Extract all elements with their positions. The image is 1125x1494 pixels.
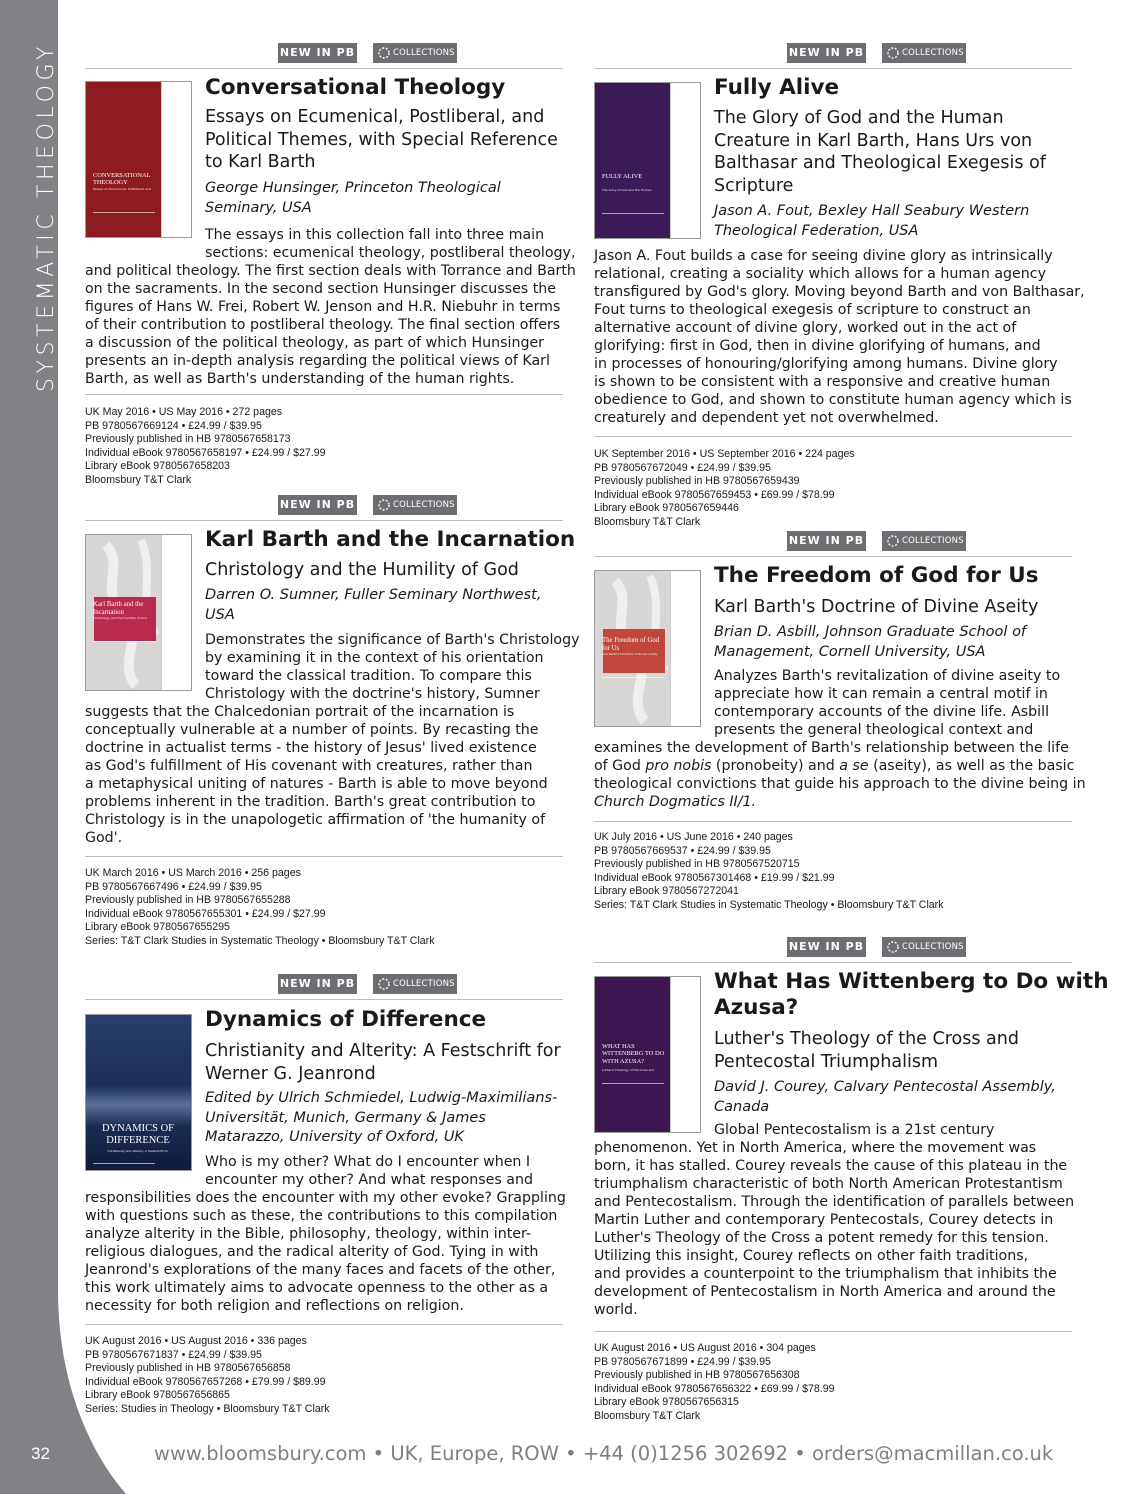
divider-bottom (594, 1331, 1072, 1332)
description-line: phenomenon. Yet in North America, where the movement was (594, 1140, 1037, 1156)
description-line: figures of Hans W. Frei, Robert W. Jenson and H.R. Niebuhr in terms (85, 299, 561, 315)
book-entry-dynamics-of-difference (85, 974, 566, 1424)
book-title-line: Karl Barth and the Incarnation (205, 527, 576, 552)
detail-line: Previously published in HB 9780567656858 (85, 1362, 291, 1375)
new-in-pb-badge: NEW IN PB (787, 531, 866, 551)
detail-line: Library eBook 9780567658203 (85, 460, 230, 473)
detail-line: Previously published in HB 9780567659439 (594, 475, 800, 488)
detail-line: PB 9780567667496 • £24.99 / $39.95 (85, 880, 262, 893)
description-line: and political theology. The first section deals with Torrance and Barth (85, 263, 576, 279)
divider-top (594, 556, 1072, 557)
description-line: creaturely and dependent yet not overwhelmed. (594, 410, 939, 426)
collections-badge[interactable] (373, 974, 457, 994)
book-description (85, 226, 576, 388)
book-subtitle-line: Scripture (714, 175, 794, 196)
description-line: Luther's Theology of the Cross a potent remedy for this tension. (594, 1230, 1049, 1246)
collections-icon (886, 534, 900, 548)
description-line: Christology is in the unapologetic affirmation of 'the humanity of (85, 812, 546, 828)
description-line: suggests that the Chalcedonian portrait of the incarnation is (85, 704, 515, 720)
description-line: on the sacraments. In the second section Hunsinger discusses the (85, 281, 556, 297)
book-subtitle-line: Werner G. Jeanrond (205, 1063, 376, 1084)
divider-top (85, 520, 563, 521)
cover-title: The Freedom of God for Us (602, 637, 660, 652)
description-line: development of Pentecostalism in North America and around the (594, 1284, 1056, 1300)
book-subtitle (714, 107, 1046, 197)
book-description (594, 247, 1085, 427)
book-cover (85, 1014, 192, 1171)
book-title-line: Fully Alive (714, 75, 840, 100)
book-description (594, 1121, 1074, 1319)
detail-line: PB 9780567672049 • £24.99 / $39.95 (594, 461, 771, 474)
detail-line: Library eBook 9780567656315 (594, 1396, 739, 1409)
detail-line: UK May 2016 • US May 2016 • 272 pages (85, 406, 283, 418)
description-line: Utilizing this insight, Courey reflects on other faith traditions, (594, 1248, 1029, 1264)
book-cover (85, 81, 192, 238)
description-line: sections: ecumenical theology, postliberal theology, (205, 245, 576, 261)
description-line: by examining it in the context of his orientation (205, 650, 544, 666)
book-description (85, 631, 579, 847)
description-line: transfigured by God's glory. Moving beyond Barth and von Balthasar, (594, 284, 1085, 300)
collections-badge[interactable] (882, 937, 966, 957)
book-title-line: The Freedom of God for Us (714, 563, 1039, 588)
book-subtitle-line: The Glory of God and the Human (714, 108, 1004, 128)
book-subtitle (714, 1028, 1019, 1073)
book-author-line: Management, Cornell University, USA (714, 643, 986, 660)
description-line: alternative account of divine glory, worked out in the act of (594, 320, 1017, 336)
divider-bottom (85, 856, 563, 857)
detail-line: UK August 2016 • US August 2016 • 336 pages (85, 1335, 307, 1347)
description-line: Barth, as well as Barth's understanding of the human rights. (85, 371, 515, 387)
cover-title: CONVERSATIONAL THEOLOGY (93, 172, 151, 187)
detail-line: UK August 2016 • US August 2016 • 304 pages (594, 1342, 816, 1354)
book-details (85, 1335, 330, 1417)
collections-icon (377, 498, 391, 512)
book-title (714, 75, 1074, 101)
description-line: problems inherent in the tradition. Barth's great contribution to (85, 794, 536, 810)
book-entry-wittenberg-azusa (594, 937, 1109, 1427)
new-in-pb-badge: NEW IN PB (787, 937, 866, 957)
collections-label: COLLECTIONS (393, 48, 455, 58)
book-description (594, 667, 1086, 811)
description-line: and Pentecostalism. Through the identification of parallels between (594, 1194, 1075, 1210)
divider-bottom (85, 1324, 563, 1325)
cover-subtitle: Christology and the Humility of God (93, 616, 147, 620)
detail-line: Individual eBook 9780567656322 • £69.99 / $78.99 (594, 1382, 835, 1395)
book-author-line: USA (205, 606, 235, 623)
collections-badge[interactable] (882, 43, 966, 63)
collections-badge[interactable] (882, 531, 966, 551)
description-line: analyze alterity in the Bible, philosophy, theology, within inter- (85, 1226, 532, 1242)
detail-line: Individual eBook 9780567658197 • £24.99 / $27.99 (85, 446, 326, 459)
book-author-line: Theological Federation, USA (714, 222, 919, 239)
divider-top (594, 68, 1072, 69)
detail-line: Bloomsbury T&T Clark (594, 515, 701, 528)
book-subtitle (205, 106, 558, 174)
book-details (594, 448, 855, 530)
description-line: with questions such as these, the contributions to this compilation (85, 1208, 558, 1224)
description-line: God'. (85, 830, 123, 846)
description-line: The essays in this collection fall into three main (205, 227, 545, 243)
book-title (714, 969, 1109, 1021)
description-line: presents an in-depth analysis regarding the political views of Karl (85, 353, 550, 369)
book-author-line: David J. Courey, Calvary Pentecostal Assembly, (714, 1079, 1056, 1095)
description-line: Martin Luther and contemporary Pentecostals, Courey detects in (594, 1212, 1054, 1228)
detail-line: Library eBook 9780567656865 (85, 1389, 230, 1402)
detail-line: Library eBook 9780567272041 (594, 885, 739, 898)
book-title-line: What Has Wittenberg to Do with (714, 969, 1109, 994)
cover-subtitle: The Glory of God and the Human (602, 188, 652, 192)
cover-spine (670, 83, 700, 238)
cover-title: WHAT HAS WITTENBERG TO DO WITH AZUSA? (602, 1043, 665, 1065)
detail-line: PB 9780567671837 • £24.99 / $39.95 (85, 1348, 262, 1361)
description-line: this work ultimately aims to advocate openness to the other as a (85, 1280, 549, 1296)
detail-line: Individual eBook 9780567657268 • £79.99 / $89.99 (85, 1375, 326, 1388)
detail-line: Library eBook 9780567655295 (85, 921, 230, 934)
collections-label: COLLECTIONS (393, 979, 455, 989)
description-line: in processes of honouring/glorifying among humans. Divine glory (594, 356, 1058, 372)
book-entry-fully-alive (594, 43, 1085, 533)
cover-subtitle: Essays on Ecumenical, Postliberal, and (93, 187, 152, 191)
description-line: world. (594, 1302, 638, 1318)
detail-line: Library eBook 9780567659446 (594, 502, 739, 515)
detail-line: Series: Studies in Theology • Bloomsbury T&T Clark (85, 1402, 330, 1415)
description-line: encounter my other? And what responses and (205, 1172, 533, 1188)
divider-bottom (594, 821, 1072, 822)
book-title-line: Azusa? (714, 995, 799, 1020)
description-line: examines the development of Barth's relationship between the life (594, 740, 1069, 756)
book-entry-conversational-theology (85, 43, 576, 493)
book-author (205, 586, 541, 625)
detail-line: UK March 2016 • US March 2016 • 256 pages (85, 867, 301, 879)
description-line: Jason A. Fout builds a case for seeing divine glory as intrinsically (594, 248, 1053, 264)
book-subtitle (714, 596, 1038, 619)
cover-title: FULLY ALIVE (602, 173, 643, 180)
new-in-pb-badge: NEW IN PB (787, 43, 866, 63)
detail-line: Bloomsbury T&T Clark (85, 473, 192, 486)
description-line: conceptually vulnerable at a number of points. By recasting the (85, 722, 539, 738)
detail-line: PB 9780567669124 • £24.99 / $39.95 (85, 419, 262, 432)
description-line: obedience to God, and shown to constitute human agency which is (594, 392, 1072, 408)
book-author-line: Jason A. Fout, Bexley Hall Seabury Western (714, 203, 1030, 219)
new-in-pb-badge: NEW IN PB (278, 495, 357, 515)
book-subtitle-line: Essays on Ecumenical, Postliberal, and (205, 107, 545, 127)
divider-bottom (85, 394, 563, 395)
collections-label: COLLECTIONS (902, 942, 964, 952)
book-author-line: George Hunsinger, Princeton Theological (205, 180, 501, 196)
cover-title: DYNAMICS OF DIFFERENCE (101, 1123, 175, 1147)
book-subtitle-line: Balthasar and Theological Exegesis of (714, 153, 1046, 173)
collections-icon (886, 940, 900, 954)
cover-rule (602, 1083, 664, 1084)
book-author (714, 202, 1029, 241)
book-subtitle-line: to Karl Barth (205, 152, 316, 172)
book-title (205, 1007, 565, 1033)
book-subtitle-line: Christianity and Alterity: A Festschrift for (205, 1041, 561, 1061)
book-cover (594, 976, 701, 1133)
detail-line: PB 9780567669537 • £24.99 / $39.95 (594, 844, 771, 857)
description-line: necessity for both religion and reflections on religion. (85, 1298, 464, 1314)
description-line: religious dialogues, and the radical alterity of God. Tying in with (85, 1244, 539, 1260)
detail-line: Bloomsbury T&T Clark (594, 1409, 701, 1422)
description-line: toward the classical tradition. To compare this (205, 668, 532, 684)
collections-label: COLLECTIONS (902, 536, 964, 546)
cover-subtitle: Luther's Theology of the Cross and (602, 1068, 655, 1072)
book-details (85, 406, 326, 488)
detail-line: Previously published in HB 9780567520715 (594, 858, 800, 871)
description-line: Church Dogmatics II/1. (594, 794, 757, 810)
description-line: appreciate how it can remain a central motif in (714, 686, 1048, 702)
detail-line: Series: T&T Clark Studies in Systematic Theology • Bloomsbury T&T Clark (85, 934, 435, 947)
detail-line: Individual eBook 9780567301468 • £19.99 / $21.99 (594, 871, 835, 884)
detail-line: Previously published in HB 9780567656308 (594, 1369, 800, 1382)
collections-icon (377, 977, 391, 991)
divider-top (85, 999, 563, 1000)
detail-line: Individual eBook 9780567659453 • £69.99 / $78.99 (594, 488, 835, 501)
description-line: born, it has stalled. Courey reveals the cause of this plateau in the (594, 1158, 1068, 1174)
book-title (205, 527, 576, 553)
description-line: as God's fulfillment of His covenant with creatures, rather than (85, 758, 533, 774)
book-subtitle-line: Luther's Theology of the Cross and (714, 1029, 1019, 1049)
cover-subtitle: Karl Barth's Doctrine of Divine Aseity (602, 652, 658, 656)
detail-line: UK September 2016 • US September 2016 • 224 pages (594, 448, 855, 460)
description-line: Fout turns to theological exegesis of scripture to construct an (594, 302, 1031, 318)
book-author (205, 179, 501, 218)
book-author-line: Matarazzo, University of Oxford, UK (205, 1129, 464, 1145)
book-subtitle-line: Political Themes, with Special Reference (205, 129, 558, 150)
book-author-line: Edited by Ulrich Schmiedel, Ludwig-Maximilians- (205, 1090, 558, 1106)
book-subtitle (205, 1040, 561, 1085)
description-line: contemporary accounts of the divine life. Asbill (714, 704, 1050, 720)
divider-top (594, 962, 1072, 963)
book-title-line: Conversational Theology (205, 75, 506, 100)
cover-title: Karl Barth and the Incarnation (93, 601, 144, 616)
description-line: responsibilities does the encounter with my other evoke? Grappling (85, 1190, 566, 1206)
collections-label: COLLECTIONS (393, 500, 455, 510)
book-author (714, 1078, 1056, 1117)
collections-badge[interactable] (373, 43, 457, 63)
book-entry-freedom-of-god (594, 531, 1086, 921)
book-cover (594, 82, 701, 239)
book-details (594, 1342, 835, 1424)
description-line: theological convictions that guide his approach to the divine being in (594, 776, 1086, 792)
detail-line: PB 9780567671899 • £24.99 / $39.95 (594, 1355, 771, 1368)
detail-line: Individual eBook 9780567655301 • £24.99 / $27.99 (85, 907, 326, 920)
book-subtitle-line: Christology and the Humility of God (205, 560, 519, 580)
book-entry-karl-barth-incarnation (85, 495, 580, 955)
book-title-line: Dynamics of Difference (205, 1007, 487, 1032)
cover-spine (161, 82, 191, 237)
book-subtitle-line: Karl Barth's Doctrine of Divine Aseity (714, 597, 1039, 617)
book-author (714, 623, 1026, 662)
book-subtitle-line: Creature in Karl Barth, Hans Urs von (714, 130, 1033, 151)
detail-line: UK July 2016 • US June 2016 • 240 pages (594, 831, 793, 843)
description-line: Global Pentecostalism is a 21st century (714, 1122, 995, 1138)
book-details (85, 867, 435, 949)
book-details (594, 831, 944, 913)
book-subtitle (205, 559, 519, 582)
book-author-line: Universität, Munich, Germany & James (205, 1109, 486, 1126)
description-line: Demonstrates the significance of Barth's Christology (205, 632, 580, 648)
footer-contact: www.bloomsbury.com • UK, Europe, ROW • +44 (0)1256 302692 • orders@macmillan.co.uk (154, 1442, 1054, 1465)
description-line: is shown to be consistent with a responsive and creative human (594, 374, 1051, 390)
description-line: of God pro nobis (pronobeity) and a se (aseity), as well as the basic (594, 758, 1075, 774)
page-number: 32 (31, 1444, 50, 1463)
detail-line: Previously published in HB 9780567655288 (85, 894, 291, 907)
book-title (714, 563, 1074, 589)
divider-bottom (594, 436, 1072, 437)
book-subtitle-line: Pentecostal Triumphalism (714, 1051, 938, 1072)
book-author (205, 1089, 557, 1148)
description-line: presents the general theological context and (714, 722, 1034, 738)
cover-spine (670, 977, 700, 1132)
description-line: Who is my other? What do I encounter when I (205, 1154, 531, 1170)
description-line: of their contribution to postliberal theology. The final section offers (85, 317, 561, 333)
collections-icon (886, 46, 900, 60)
new-in-pb-badge: NEW IN PB (278, 43, 357, 63)
book-description (85, 1153, 566, 1315)
collections-label: COLLECTIONS (902, 48, 964, 58)
book-author-line: Canada (714, 1098, 770, 1115)
detail-line: Previously published in HB 9780567658173 (85, 433, 291, 446)
detail-line: Series: T&T Clark Studies in Systematic Theology • Bloomsbury T&T Clark (594, 898, 944, 911)
section-title: SYSTEMATIC THEOLOGY (34, 41, 59, 392)
book-author-line: Darren O. Sumner, Fuller Seminary Northwest, (205, 587, 542, 603)
description-line: and provides a counterpoint to the triumphalism that inhibits the (594, 1266, 1057, 1282)
description-line: doctrine in actualist terms - the history of Jesus' lived existence (85, 740, 537, 756)
collections-icon (377, 46, 391, 60)
book-title (205, 75, 565, 101)
description-line: a metaphysical uniting of natures - Barth is able to move beyond (85, 776, 548, 792)
new-in-pb-badge: NEW IN PB (278, 974, 357, 994)
collections-badge[interactable] (373, 495, 457, 515)
description-line: triumphalism characteristic of both North American Protestantism (594, 1176, 1063, 1192)
description-line: Jeanrond's explorations of the many faces and facets of the other, (85, 1262, 556, 1278)
description-line: relational, creating a sociality which allows for a human agency (594, 266, 1046, 282)
cover-rule (602, 213, 664, 214)
divider-top (85, 68, 563, 69)
description-line: Christology with the doctrine's history, Sumner (205, 686, 540, 702)
description-line: Analyzes Barth's revitalization of divine aseity to (714, 668, 1061, 684)
description-line: glorifying: first in God, then in divine glorifying of humans, and (594, 338, 1041, 354)
cover-rule (93, 212, 155, 213)
cover-subtitle: Christianity and Alterity: A Festschrift for (107, 1149, 169, 1153)
description-line: a discussion of the political theology, as part of which Hunsinger (85, 335, 545, 351)
book-author-line: Brian D. Asbill, Johnson Graduate School of (714, 624, 1027, 640)
book-author-line: Seminary, USA (205, 199, 312, 216)
